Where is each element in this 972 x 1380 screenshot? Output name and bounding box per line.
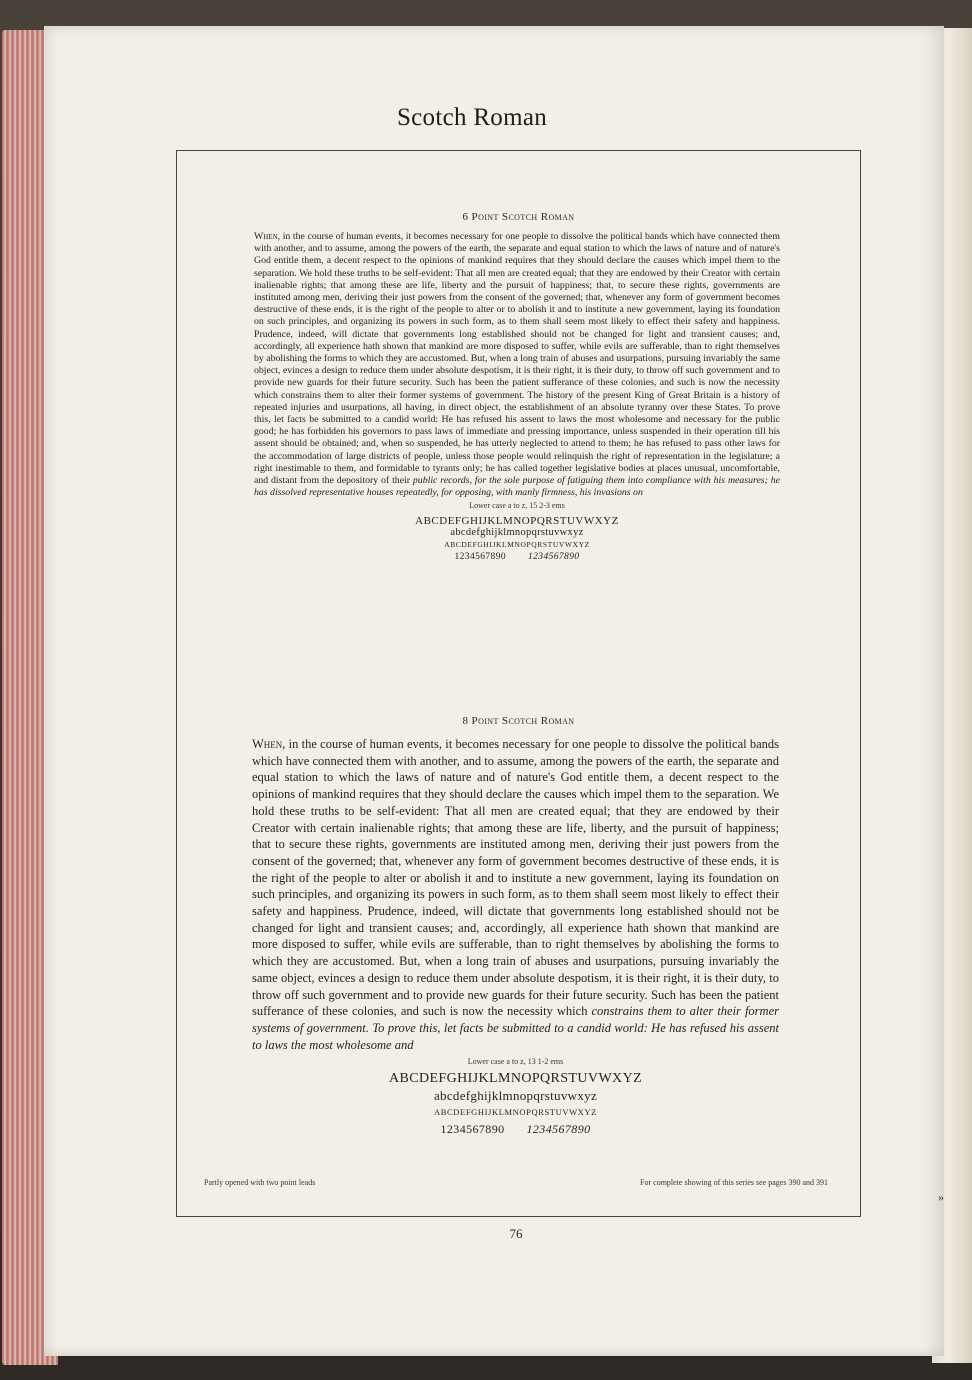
- section-6-specimen: [254, 231, 780, 563]
- section-6-small-caps: ABCDEFGHIJKLMNOPQRSTUVWXYZ: [444, 540, 590, 550]
- section-6-italic: public records, for the sole purpose of fatiguing them into compliance with his measures; he has dissolved representative houses repeatedly, for opposing, with manly firmness, his invasions on: [254, 475, 780, 499]
- section-8-specimen: [252, 736, 779, 1138]
- section-8-lower: abcdefghijklmnopqrstuvwxyz: [433, 1087, 598, 1103]
- section-8-italic: constrains them to alter their former systems of government. To prove this, let facts be submitted to a candid world: He has refused his assent to laws the most wholesome and: [252, 1004, 779, 1052]
- section-8-small-caps: ABCDEFGHIJKLMNOPQRSTUVWXYZ: [434, 1107, 597, 1118]
- section-6-heading: 6 Point Scotch Roman: [462, 211, 575, 223]
- section-8-lead-word: When: [252, 737, 283, 751]
- section-8-note: Lower case a to z, 13 1-2 ems: [467, 1057, 564, 1067]
- section-8-paragraph: [252, 736, 779, 1053]
- section-6-paragraph: [254, 231, 780, 499]
- section-8-numerals-row: [252, 1121, 779, 1138]
- section-6-lead-word: When: [254, 231, 278, 242]
- section-8-numerals: 1234567890: [440, 1122, 505, 1137]
- section-6-numerals-row: [254, 551, 780, 563]
- footer-right-note: For complete showing of this series see pages 390 and 391: [640, 1178, 828, 1187]
- section-8-italic-numerals: 1234567890: [526, 1122, 591, 1137]
- section-8-body: , in the course of human events, it becomes necessary for one people to dissolve the political bands which have connected them with another, and to assume, among the powers of the earth, the separate and equal station to which the laws of nature and of nature's God entitle them, a decent respect to the opinions of mankind requires that they should declare the causes which impel them to the separation. We hold these truths to be self-evident: That all men are created equal; that they are endowed by their Creator with certain inalienable rights; that among these are life, liberty, and the pursuit of happiness; that to secure these rights, governments are instituted among men, deriving their just powers from the consent of the governed; that, whenever any form of government becomes destructive of these ends, it is the right of the people to alter or abolish it and to institute a new government, laying its foundation on such principles, and organizing its powers in such form, as to them shall seem most likely to effect their safety and happiness. Prudence, indeed, will dictate that governments long established should not be changed for light and transient causes; and, accordingly, all experience hath shown that mankind are more disposed to suffer, while evils are sufferable, than to right themselves by abolishing the forms to which they are accustomed. But, when a long train of abuses and usurpations, pursuing invariably the same object, evinces a design to reduce them under absolute despotism, it is their right, it is their duty, to throw off such government and to provide new guards for their future security. Such has been the patient sufferance of these colonies, and such is now the necessity which: [252, 737, 779, 1019]
- page-number: 76: [509, 1226, 523, 1241]
- page-title: Scotch Roman: [396, 104, 548, 131]
- margin-mark: »: [938, 1190, 944, 1204]
- footer-left-note: Partly opened with two point leads: [204, 1178, 316, 1187]
- specimen-frame: [176, 150, 861, 1217]
- section-6-italic-numerals: 1234567890: [528, 552, 580, 563]
- section-6-caps: ABCDEFGHIJKLMNOPQRSTUVWXYZ: [415, 514, 619, 527]
- section-8-caps: ABCDEFGHIJKLMNOPQRSTUVWXYZ: [388, 1071, 643, 1087]
- section-8-heading: 8 Point Scotch Roman: [462, 715, 575, 727]
- section-6-body: , in the course of human events, it becomes necessary for one people to dissolve the political bands which have connected them with another, and to assume, among the powers of the earth, the separate and equal station to which the laws of nature and of nature's God entitle them, a decent respect to the opinions of mankind requires that they should declare the causes which impel them to the separation. We hold these truths to be self-evident: That all men are created equal; that they are endowed by their Creator with certain inalienable rights; that among these are life, liberty and the pursuit of happiness; that, to secure these rights, governments are instituted among men, deriving their just powers from the consent of the governed; that, whenever any form of government becomes destructive of these ends, it is the right of the people to alter or to abolish it and to institute a new government, laying its foundation on such principles, and organizing its powers in such form, as to them shall seem most likely to effect their safety and happiness. Prudence, indeed, will dictate that governments long established should not be changed for light and transient causes; and, accordingly, all experience hath shown that mankind are more disposed to suffer, while evils are sufferable, than to right themselves by abolishing the forms to which they are accustomed. But, when a long train of abuses and usurpations, pursuing invariably the same object, evinces a design to reduce them under absolute despotism, it is their right, it is their duty, to throw off such government and to provide new guards for their future security. Such has been the patient sufferance of these colonies, and such is now the necessity which constrains them to alter their former systems of government. The history of the present King of Great Britain is a history of repeated injuries and usurpations, all having, in direct object, the establishment of an absolute tyranny over these States. To prove this, let facts be submitted to a candid world: He has refused his assent to laws the most wholesome and necessary for the public good; he has forbidden his governors to pass laws of immediate and pressing importance, unless suspended in their operation till his assent should be obtained; and, when so suspended, he has utterly neglected to attend to them; he has refused to pass other laws for the accommodation of large districts of people, unless those people would relinquish the right of representation in the legislature; a right inestimable to them, and formidable to tyrants only; he has called together legislative bodies at places unusual, uncomfortable, and distant from the depository of their: [254, 231, 780, 487]
- section-6-lower: abcdefghijklmnopqrstuvwxyz: [450, 526, 584, 538]
- section-6-note: Lower case a to z, 15 2-3 ems: [469, 501, 565, 511]
- section-6-numerals: 1234567890: [454, 552, 506, 563]
